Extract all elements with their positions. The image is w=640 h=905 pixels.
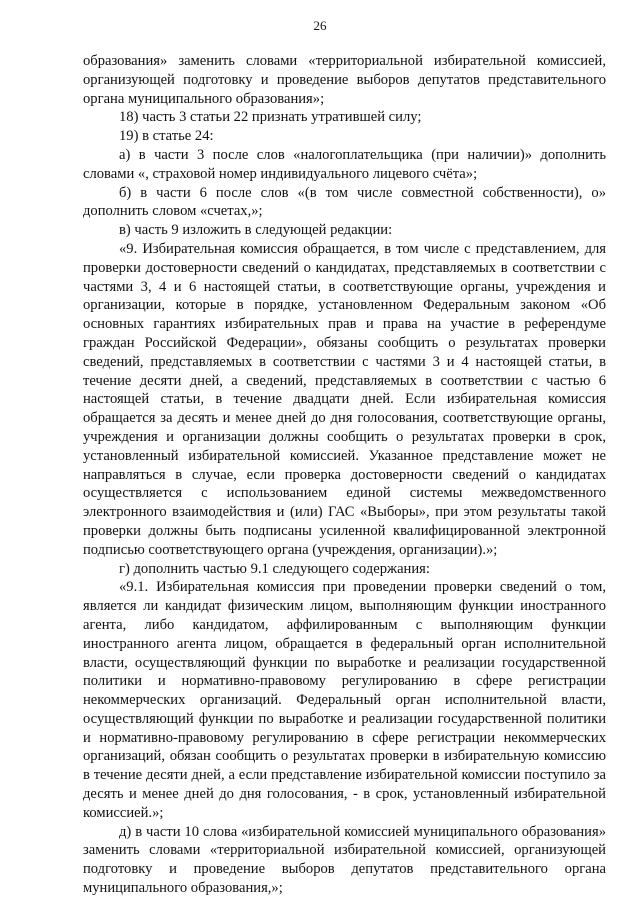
page-number: 26 <box>313 18 327 33</box>
paragraph-subitem-b: б) в части 6 после слов «(в том числе совместной собственности), о» дополнить словом «счетах,»; <box>83 184 606 220</box>
paragraph-continuation: образования» заменить словами «территориальной избирательной комиссией, организующей подготовку и проведение выборов депутатов представительного органа муниципального образования»; <box>83 53 606 107</box>
paragraph-item-18: 18) часть 3 статьи 22 признать утратившей силу; <box>119 109 422 126</box>
paragraph-part-9: «9. Избирательная комиссия обращается, в том числе с представлением, для проверки достоверности сведений о кандидатах, представляемых в соответствии с частями 3, 4 и 6 настоящей статьи, в соответствующие органы, учреждения и организации, которые в порядке, установленном Федеральным законом «Об основных гарантиях избирательных прав и права на участие в референдуме граждан Российской Федерации», обязаны сообщить о результатах проверки сведений, представляемых в соответствии с частями 3 и 4 настоящей статьи, в течение десяти дней, а сведений, представляемых в соответствии с частью 6 настоящей статьи, в течение двадцати дней. Если избирательная комиссия обращается за десять и менее дней до дня голосования, соответствующие органы, учреждения и организации должны сообщить о результатах проверки в срок, установленный избирательной комиссией. Указанное представление может не направляться в случае, если проверка достоверности сведений о кандидатах осуществляется с использованием единой системы межведомственного электронного взаимодействия и (или) ГАС «Выборы», при этом результаты такой проверки должны быть подписаны усиленной квалифицированной электронной подписью соответствующего органа (учреждения, организации).»; <box>83 240 606 558</box>
paragraph-subitem-g: г) дополнить частью 9.1 следующего содержания: <box>119 560 430 577</box>
document-body <box>83 52 606 898</box>
paragraph-subitem-a: а) в части 3 после слов «налогоплательщика (при наличии)» дополнить словами «, страховой номер индивидуального лицевого счёта»; <box>83 146 606 182</box>
paragraph-part-9-1: «9.1. Избирательная комиссия при проведении проверки сведений о том, является ли кандидат физическим лицом, выполняющим функции иностранного агента, либо кандидатом, аффилированным с выполняющим функции иностранного агента лицом, обращается в федеральный орган исполнительной власти, осуществляющий функции по выработке и реализации государственной политики и нормативно-правовому регулированию в сфере регистрации некоммерческих организаций. Федеральный орган исполнительной власти, осуществляющий функции по выработке и реализации государственной политики и нормативно-правовому регулированию в сфере регистрации некоммерческих организаций, обязан сообщить о результатах проверки в избирательную комиссию в течение десяти дней, а если представление избирательной комиссии поступило за десять и менее дней до дня голосования, - в срок, установленный избирательной комиссией.»; <box>83 579 606 821</box>
paragraph-subitem-d: д) в части 10 слова «избирательной комиссией муниципального образования» заменить словами «территориальной избирательной комиссией, организующей подготовку и проведение выборов депутатов представительного органа муниципального образования,»; <box>83 823 606 897</box>
paragraph-item-19: 19) в статье 24: <box>119 128 214 145</box>
paragraph-subitem-v: в) часть 9 изложить в следующей редакции: <box>119 222 393 239</box>
